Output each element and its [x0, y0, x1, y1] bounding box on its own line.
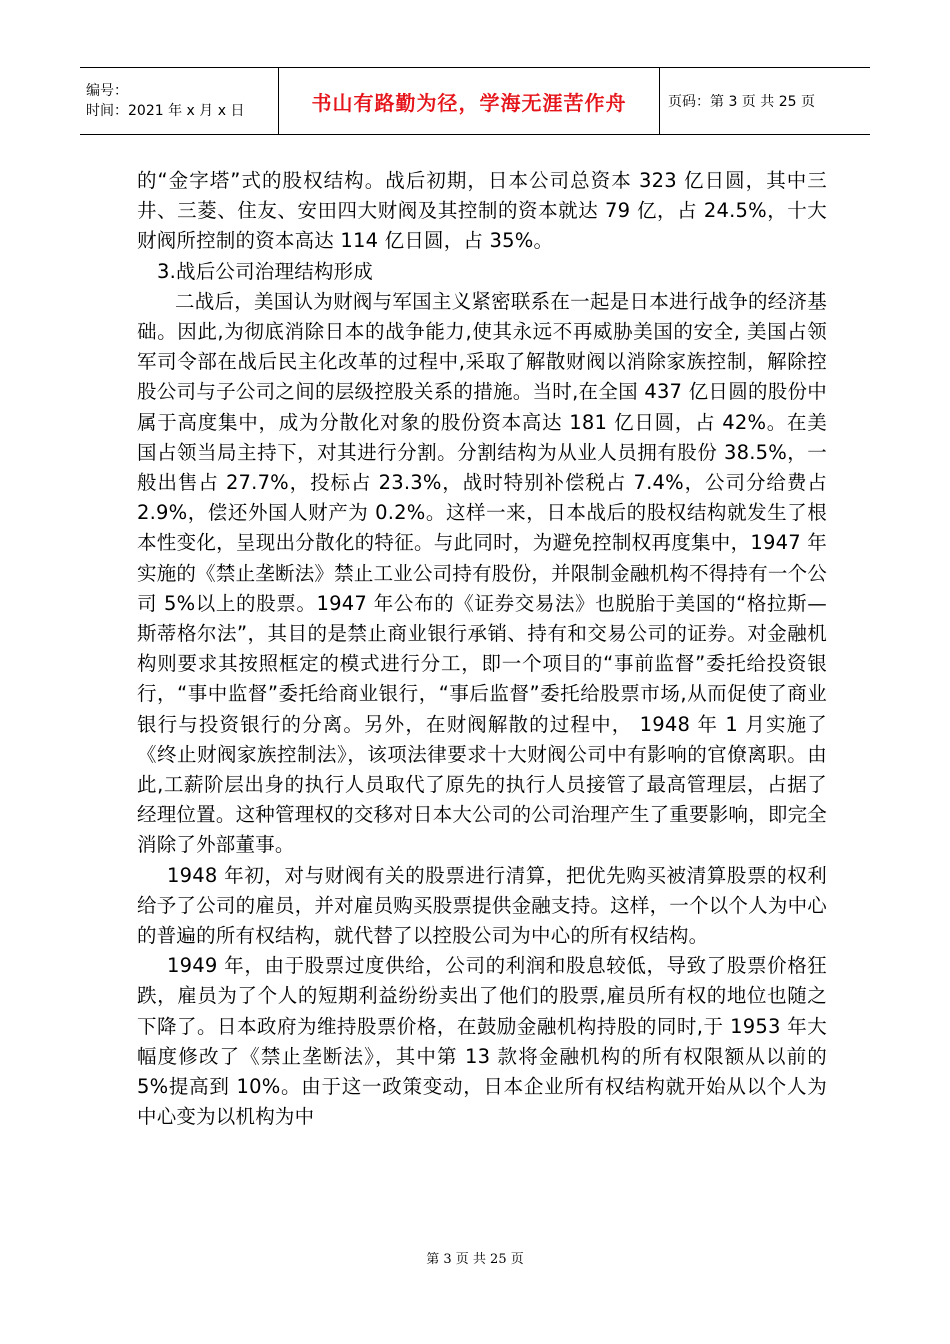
- header-page-cell: [660, 68, 871, 135]
- paragraph-continuation: 的“金字塔”式的股权结构。战后初期，日本公司总资本 323 亿日圆，其中三井、三菱、住友、安田四大财阀及其控制的资本就达 79 亿，占 24.5%，十大财阀所控制的资本高达 114 亿日圆，占 35%。: [137, 169, 827, 253]
- header-motto-cell: [279, 68, 660, 135]
- document-body: [137, 166, 827, 1133]
- header-meta-cell: [80, 68, 279, 135]
- header-motto: 书山有路勤为径，学海无涯苦作舟: [311, 90, 627, 115]
- paragraph: 1949 年，由于股票过度供给，公司的利润和股息较低，导致了股票价格狂跌，雇员为了个人的短期利益纷纷卖出了他们的股票,雇员所有权的地位也随之下降了。日本政府为维持股票价格，在鼓励金融机构持股的同时,于 1953 年大幅度修改了《禁止垄断法》，其中第 13 款将金融机构的所有权限额从以前的 5%提高到 10%。由于这一政策变动，日本企业所有权结构就开始从以个人为中心变为以机构为中: [137, 954, 827, 1129]
- section-heading: 3.战后公司治理结构形成: [157, 259, 374, 283]
- paragraph: 二战后，美国认为财阀与军国主义紧密联系在一起是日本进行战争的经济基础。因此,为彻底消除日本的战争能力,使其永远不再威胁美国的安全, 美国占领军司令部在战后民主化改革的过程中,采取了解散财阀以消除家族控制，解除控股公司与子公司之间的层级控股关系的措施。当时,在全国 437 亿日圆的股份中属于高度集中，成为分散化对象的股份资本高达 181 亿日圆，占 42%。在美国占领当局主持下，对其进行分割。分割结构为从业人员拥有股份 38.5%，一般出售占 27.7%，投标占 23.3%，战时特别补偿税占 7.4%，公司分给费占 2.9%，偿还外国人财产为 0.2%。这样一来，日本战后的股权结构就发生了根本性变化，呈现出分散化的特征。与此同时，为避免控制权再度集中，1947 年实施的《禁止垄断法》禁止工业公司持有股份，并限制金融机构不得持有一个公司 5%以上的股票。1947 年公布的《证券交易法》也脱胎于美国的“格拉斯—斯蒂格尔法”，其目的是禁止商业银行承销、持有和交易公司的证券。对金融机构则要求其按照框定的模式进行分工，即一个项目的“事前监督”委托给投资银行，“事中监督”委托给商业银行，“事后监督”委托给股票市场,从而促使了商业银行与投资银行的分离。另外，在财阀解散的过程中， 1948 年 1 月实施了《终止财阀家族控制法》，该项法律要求十大财阀公司中有影响的官僚离职。由此,工薪阶层出身的执行人员取代了原先的执行人员接管了最高管理层，占据了经理位置。这种管理权的交移对日本大公司的公司治理产生了重要影响，即完全消除了外部董事。: [137, 289, 827, 857]
- header-page-info: 页码：第 3 页 共 25 页: [668, 94, 815, 110]
- page-header: [80, 67, 870, 135]
- paragraph: 1948 年初，对与财阀有关的股票进行清算，把优先购买被清算股票的权利给予了公司的雇员，并对雇员购买股票提供金融支持。这样，一个以个人为中心的普遍的所有权结构，就代替了以控股公司为中心的所有权结构。: [137, 863, 827, 948]
- page-footer: 第 3 页 共 25 页: [426, 1252, 524, 1267]
- time-label: 时间：2021 年 x 月 x 日: [86, 103, 245, 119]
- doc-number-label: 编号：: [86, 83, 128, 99]
